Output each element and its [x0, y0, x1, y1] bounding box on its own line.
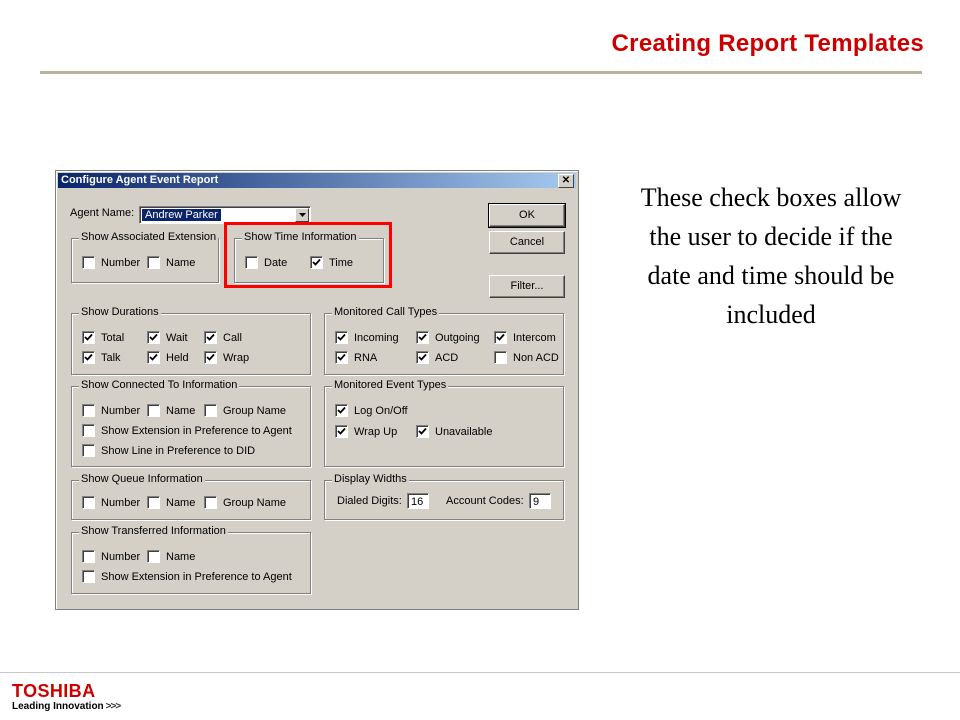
agent-name-value: Andrew Parker	[142, 209, 221, 221]
group-title: Show Queue Information	[81, 473, 203, 485]
checkbox-queue-number[interactable]	[82, 496, 140, 509]
checkbox-xfer-name[interactable]	[147, 550, 195, 563]
account-codes-input[interactable]: 9	[529, 493, 551, 509]
checkbox-box[interactable]	[494, 351, 507, 364]
checkmark-icon	[83, 352, 94, 363]
checkbox-talk[interactable]	[82, 351, 121, 364]
checkbox-label: Held	[166, 351, 189, 364]
checkbox-box[interactable]	[147, 256, 160, 269]
checkbox-label: Name	[166, 550, 196, 563]
group-title: Show Time Information	[244, 231, 357, 243]
checkbox-label: Group Name	[223, 496, 286, 509]
checkbox-wrap-up[interactable]	[335, 425, 397, 438]
group-title: Show Durations	[81, 306, 159, 318]
tagline-text: Leading Innovation	[12, 701, 104, 712]
checkmark-icon	[336, 332, 347, 343]
checkbox-label: Outgoing	[435, 331, 480, 344]
checkmark-icon	[336, 405, 347, 416]
checkbox-queue-group-name[interactable]	[204, 496, 286, 509]
checkmark-icon	[336, 352, 347, 363]
brand-tagline	[12, 701, 120, 712]
group-title: Show Connected To Information	[81, 379, 238, 391]
checkbox-box[interactable]	[335, 404, 348, 417]
checkbox-box[interactable]	[416, 331, 429, 344]
checkbox-acd[interactable]	[416, 351, 458, 364]
checkbox-label: Number	[101, 550, 141, 563]
checkbox-conn-line-pref-did[interactable]	[82, 444, 255, 457]
checkbox-label: Total	[101, 331, 125, 344]
agent-name-label: Agent Name:	[70, 207, 135, 219]
footer-divider	[0, 672, 960, 673]
group-show-transferred-information	[71, 525, 311, 594]
checkbox-box[interactable]	[147, 404, 160, 417]
checkbox-label: Wrap Up	[354, 425, 398, 438]
checkbox-incoming[interactable]	[335, 331, 399, 344]
checkbox-label: Incoming	[354, 331, 399, 344]
checkbox-box[interactable]	[82, 550, 95, 563]
group-display-widths	[324, 473, 564, 520]
checkbox-conn-name[interactable]	[147, 404, 195, 417]
checkbox-unavailable[interactable]	[416, 425, 492, 438]
group-show-connected-to-information	[71, 379, 311, 467]
checkbox-non-acd[interactable]	[494, 351, 559, 364]
checkbox-label: Name	[166, 256, 196, 269]
checkbox-label: Time	[329, 256, 354, 269]
checkbox-box[interactable]	[82, 351, 95, 364]
group-show-queue-information	[71, 473, 311, 520]
toshiba-logo: TOSHIBA	[12, 681, 96, 701]
checkbox-wait[interactable]	[147, 331, 188, 344]
checkbox-label: Non ACD	[513, 351, 559, 364]
ok-button[interactable]: OK	[489, 204, 565, 227]
checkbox-label: Name	[166, 404, 196, 417]
checkmark-icon	[417, 332, 428, 343]
group-title: Show Transferred Information	[81, 525, 226, 537]
group-title: Show Associated Extension	[81, 231, 217, 243]
checkbox-call[interactable]	[204, 331, 242, 344]
group-title: Display Widths	[334, 473, 407, 485]
checkmark-icon	[205, 332, 216, 343]
checkbox-label: RNA	[354, 351, 378, 364]
checkbox-xfer-ext-pref-agent[interactable]	[82, 570, 292, 583]
title-divider	[40, 71, 922, 74]
checkbox-ext-number[interactable]	[82, 256, 140, 269]
checkmark-icon	[417, 426, 428, 437]
checkbox-box[interactable]	[147, 496, 160, 509]
checkbox-label: Show Extension in Preference to Agent	[101, 570, 292, 583]
checkbox-box[interactable]	[204, 351, 217, 364]
close-icon[interactable]: ✕	[558, 174, 574, 188]
dialed-digits-input[interactable]: 16	[407, 493, 429, 509]
checkbox-box[interactable]	[204, 331, 217, 344]
checkbox-conn-ext-pref-agent[interactable]	[82, 424, 292, 437]
checkbox-rna[interactable]	[335, 351, 377, 364]
group-show-durations	[71, 306, 311, 375]
checkbox-box[interactable]	[147, 550, 160, 563]
checkbox-label: Wait	[166, 331, 188, 344]
chevron-down-icon[interactable]	[295, 208, 309, 222]
filter-button[interactable]: Filter...	[489, 275, 565, 298]
group-show-associated-extension	[71, 231, 219, 283]
checkbox-log-on-off[interactable]	[335, 404, 408, 417]
checkbox-label: Show Line in Preference to DID	[101, 444, 256, 457]
checkbox-box[interactable]	[335, 351, 348, 364]
dialog-title: Configure Agent Event Report	[61, 174, 219, 186]
checkbox-total[interactable]	[82, 331, 124, 344]
checkbox-box[interactable]	[82, 570, 95, 583]
checkbox-label: Call	[223, 331, 242, 344]
account-codes-label: Account Codes:	[446, 495, 524, 507]
checkbox-box[interactable]	[82, 444, 95, 457]
checkbox-box[interactable]	[82, 331, 95, 344]
checkbox-conn-number[interactable]	[82, 404, 140, 417]
checkbox-label: Show Extension in Preference to Agent	[101, 424, 292, 437]
checkbox-held[interactable]	[147, 351, 189, 364]
checkbox-label: Date	[264, 256, 288, 269]
checkbox-label: Intercom	[513, 331, 556, 344]
checkbox-box[interactable]	[335, 425, 348, 438]
checkbox-label: Group Name	[223, 404, 286, 417]
checkbox-box[interactable]	[204, 404, 217, 417]
checkbox-outgoing[interactable]	[416, 331, 480, 344]
checkbox-xfer-number[interactable]	[82, 550, 140, 563]
checkbox-box[interactable]	[494, 331, 507, 344]
checkbox-ext-name[interactable]	[147, 256, 195, 269]
checkmark-icon	[148, 352, 159, 363]
checkmark-icon	[495, 332, 506, 343]
cancel-button[interactable]: Cancel	[489, 231, 565, 254]
checkbox-box[interactable]	[147, 351, 160, 364]
checkbox-box[interactable]	[416, 425, 429, 438]
checkbox-label: Unavailable	[435, 425, 493, 438]
tagline-chevron-icon: >>>	[105, 701, 121, 712]
checkbox-box[interactable]	[147, 331, 160, 344]
checkbox-label: Number	[101, 404, 141, 417]
slide-title: Creating Report Templates	[611, 30, 924, 57]
time-options-highlight-box	[224, 222, 392, 288]
checkbox-box[interactable]	[82, 424, 95, 437]
group-title: Monitored Event Types	[334, 379, 447, 391]
checkmark-icon	[417, 352, 428, 363]
checkbox-wrap[interactable]	[204, 351, 249, 364]
checkmark-icon	[148, 332, 159, 343]
checkbox-label: Log On/Off	[354, 404, 408, 417]
checkmark-icon	[83, 332, 94, 343]
checkbox-label: Talk	[101, 351, 121, 364]
checkbox-label: Number	[101, 496, 141, 509]
checkbox-box[interactable]	[335, 331, 348, 344]
checkbox-label: ACD	[435, 351, 459, 364]
group-monitored-call-types	[324, 306, 564, 375]
dialed-digits-label: Dialed Digits:	[337, 495, 402, 507]
explanation-caption: These check boxes allow the user to decide if the date and time should be included	[640, 183, 902, 329]
checkbox-conn-group-name[interactable]	[204, 404, 286, 417]
group-title: Monitored Call Types	[334, 306, 438, 318]
dialog-titlebar[interactable]	[58, 173, 576, 188]
checkbox-label: Number	[101, 256, 141, 269]
checkbox-box[interactable]	[82, 404, 95, 417]
checkbox-label: Wrap	[223, 351, 250, 364]
checkbox-box[interactable]	[416, 351, 429, 364]
checkbox-queue-name[interactable]	[147, 496, 195, 509]
checkmark-icon	[205, 352, 216, 363]
checkbox-box[interactable]	[82, 256, 95, 269]
checkbox-label: Name	[166, 496, 196, 509]
checkbox-box[interactable]	[204, 496, 217, 509]
checkmark-icon	[336, 426, 347, 437]
checkbox-intercom[interactable]	[494, 331, 556, 344]
checkbox-box[interactable]	[82, 496, 95, 509]
group-monitored-event-types	[324, 379, 564, 467]
